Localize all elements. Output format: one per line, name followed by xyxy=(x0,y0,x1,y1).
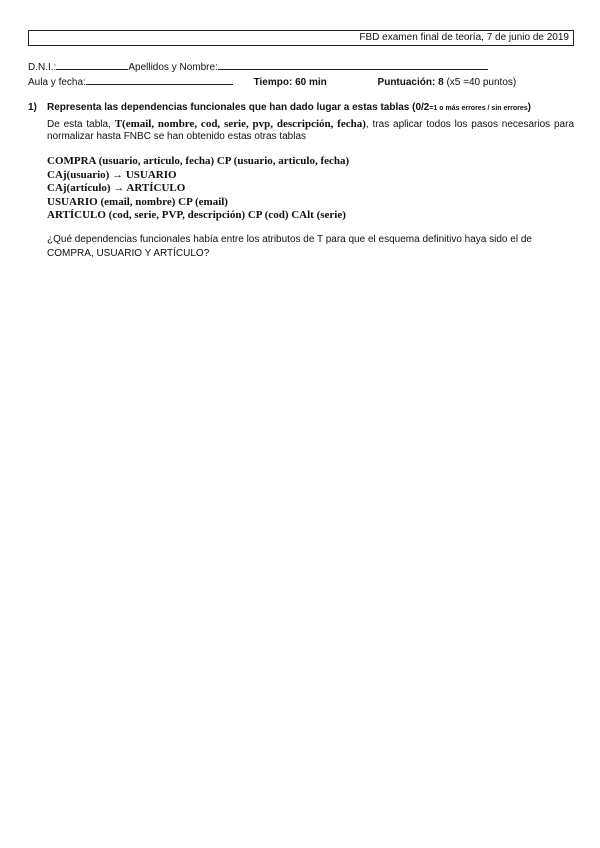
schema-list xyxy=(47,155,574,223)
question-title-small: =1 o más errores / sin errores xyxy=(429,105,528,112)
score-detail: (x5 =40 puntos) xyxy=(446,77,517,88)
exam-header xyxy=(28,30,574,46)
question-1 xyxy=(28,102,574,261)
schema-line-articulo: ARTÍCULO (cod, serie, PVP, descripción) CP (cod) CAlt (serie) xyxy=(47,209,346,221)
intro-prefix: De esta tabla, xyxy=(47,119,115,130)
intro-table: T(email, nombre, cod, serie, pvp, descripción, fecha) xyxy=(114,118,366,130)
question-title-main: Representa las dependencias funcionales que han dado lugar a estas tablas (0/2 xyxy=(47,102,430,113)
student-info-row-1 xyxy=(28,59,488,74)
question-title-end: ) xyxy=(527,102,531,113)
intro-suffix: , tras aplicar todos los pasos necesarios para normalizar hasta FNBC se han obtenido estas otras tablas xyxy=(47,119,575,142)
exam-title: FBD examen final de teoría, 7 de junio de 2019 xyxy=(359,32,569,43)
name-field[interactable] xyxy=(218,59,488,70)
question-body xyxy=(47,102,574,261)
question-text: ¿Qué dependencias funcionales había entre los atributos de T para que el esquema definitivo haya sido el de COMPRA, USUARIO Y ARTÍCULO? xyxy=(47,233,532,259)
score-label: Puntuación: 8 xyxy=(377,77,444,88)
question-title xyxy=(47,102,574,115)
question-number: 1) xyxy=(28,102,37,113)
student-info-row-2 xyxy=(28,74,516,89)
schema-line-caj-articulo: CAj(artículo) → ARTÍCULO xyxy=(47,182,186,194)
question-intro xyxy=(47,118,574,143)
schema-line-usuario: USUARIO (email, nombre) CP (email) xyxy=(47,195,228,208)
name-label: Apellidos y Nombre: xyxy=(128,62,218,73)
dni-field[interactable] xyxy=(56,59,128,70)
dni-label: D.N.I.: xyxy=(28,62,57,73)
room-date-field[interactable] xyxy=(86,74,233,85)
schema-line-caj-usuario: CAj(usuario) → USUARIO xyxy=(47,168,177,181)
schema-line-compra: COMPRA (usuario, articulo, fecha) CP (usuario, articulo, fecha) xyxy=(47,155,350,167)
time-label: Tiempo: 60 min xyxy=(253,77,327,88)
room-date-label: Aula y fecha: xyxy=(28,77,86,88)
